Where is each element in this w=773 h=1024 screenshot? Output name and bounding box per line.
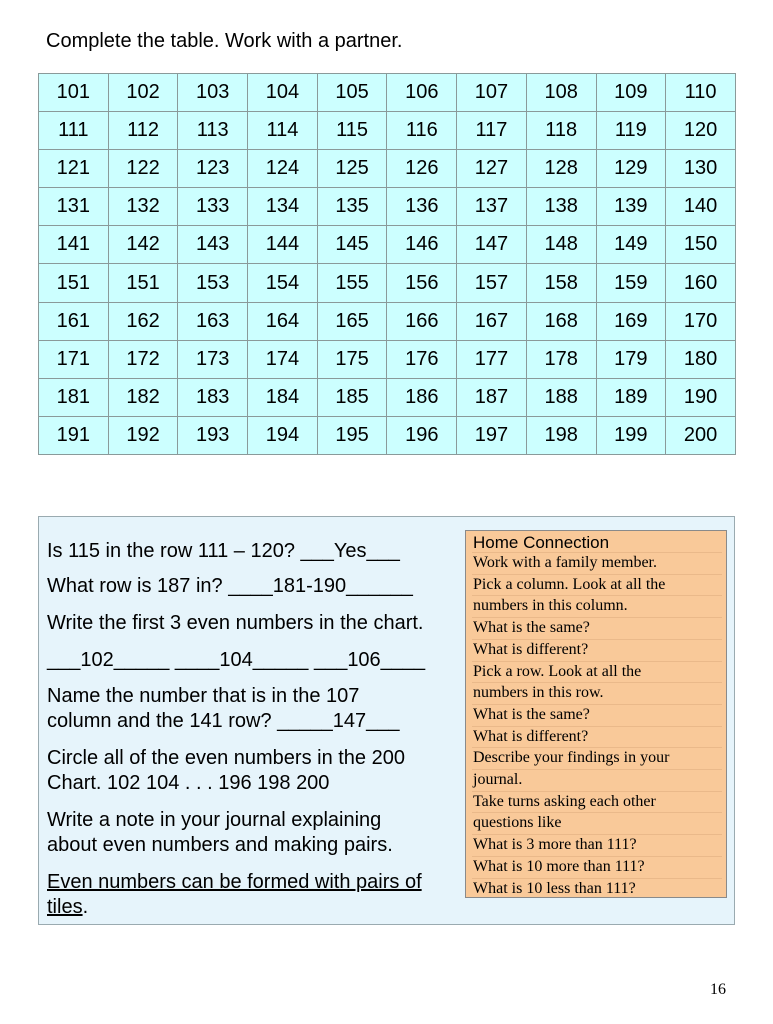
table-cell: 172 [108,340,178,378]
table-cell: 151 [108,264,178,302]
question-2 [47,574,413,598]
home-connection-line: What is the same? [473,619,590,637]
table-cell: 200 [666,416,736,454]
table-cell: 131 [39,188,109,226]
table-row [39,378,736,416]
home-connection-line: What is 3 more than 111? [473,836,637,854]
table-cell: 175 [317,340,387,378]
table-cell: 140 [666,188,736,226]
table-cell: 107 [457,74,527,112]
table-cell: 142 [108,226,178,264]
line-divider [472,704,722,705]
line-divider [472,552,722,553]
table-cell: 132 [108,188,178,226]
table-cell: 139 [596,188,666,226]
table-cell: 110 [666,74,736,112]
home-connection-line: numbers in this column. [473,597,628,615]
page-number: 16 [710,981,726,998]
table-cell: 126 [387,150,457,188]
question-4-line-1: Name the number that is in the 107 [47,685,360,707]
question-7-line-1: Even numbers can be formed with pairs of [47,871,422,893]
line-divider [472,726,722,727]
home-connection-line: What is different? [473,640,589,658]
home-connection-line: What is 10 less than 111? [473,879,636,897]
table-cell: 187 [457,378,527,416]
home-connection-box [465,530,727,898]
home-connection-line: numbers in this row. [473,684,604,702]
table-cell: 160 [666,264,736,302]
table-cell: 189 [596,378,666,416]
table-cell: 118 [526,112,596,150]
question-2-text: What row is 187 in? [47,575,229,597]
table-cell: 162 [108,302,178,340]
table-cell: 119 [596,112,666,150]
table-row [39,264,736,302]
line-divider [472,878,722,879]
table-cell: 163 [178,302,248,340]
question-6-line-1: Write a note in your journal explaining [47,809,382,831]
table-cell: 129 [596,150,666,188]
table-row [39,188,736,226]
question-5-line-1: Circle all of the even numbers in the 200 [47,747,405,769]
table-cell: 149 [596,226,666,264]
table-cell: 105 [317,74,387,112]
table-cell: 185 [317,378,387,416]
line-divider [472,834,722,835]
table-cell: 181 [39,378,109,416]
question-3-answer: ___102_____ ____104_____ ___106____ [47,649,426,671]
question-7-line-2 [47,895,88,919]
table-cell: 190 [666,378,736,416]
table-row [39,340,736,378]
table-cell: 151 [39,264,109,302]
table-cell: 135 [317,188,387,226]
table-cell: 128 [526,150,596,188]
line-divider [472,682,722,683]
line-divider [472,791,722,792]
table-cell: 127 [457,150,527,188]
table-cell: 108 [526,74,596,112]
instruction-text: Complete the table. Work with a partner. [46,30,403,52]
table-row [39,416,736,454]
home-connection-line: Take turns asking each other [473,792,656,810]
line-divider [472,747,722,748]
table-cell: 177 [457,340,527,378]
table-cell: 186 [387,378,457,416]
table-cell: 120 [666,112,736,150]
table-cell: 195 [317,416,387,454]
table-cell: 170 [666,302,736,340]
line-divider [472,769,722,770]
table-cell: 103 [178,74,248,112]
table-cell: 156 [387,264,457,302]
table-row [39,226,736,264]
table-cell: 116 [387,112,457,150]
table-cell: 144 [248,226,318,264]
table-cell: 196 [387,416,457,454]
table-cell: 147 [457,226,527,264]
line-divider [472,812,722,813]
table-row [39,150,736,188]
table-cell: 161 [39,302,109,340]
table-cell: 115 [317,112,387,150]
table-cell: 143 [178,226,248,264]
table-cell: 191 [39,416,109,454]
table-cell: 106 [387,74,457,112]
line-divider [472,617,722,618]
table-cell: 154 [248,264,318,302]
table-cell: 109 [596,74,666,112]
home-connection-line: journal. [473,771,523,788]
home-connection-line: Work with a family member. [473,554,657,571]
table-cell: 192 [108,416,178,454]
table-cell: 134 [248,188,318,226]
question-4-answer: _____147___ [277,710,400,732]
table-cell: 182 [108,378,178,416]
table-cell: 136 [387,188,457,226]
table-cell: 146 [387,226,457,264]
table-cell: 179 [596,340,666,378]
question-1-answer: ___Yes___ [300,540,400,562]
question-6-line-2: about even numbers and making pairs. [47,834,393,856]
table-cell: 111 [39,112,109,150]
table-cell: 165 [317,302,387,340]
table-cell: 133 [178,188,248,226]
question-1-text: Is 115 in the row 111 – 120? [47,540,301,562]
table-cell: 124 [248,150,318,188]
question-7-period: . [82,896,89,918]
table-cell: 194 [248,416,318,454]
line-divider [472,856,722,857]
table-cell: 150 [666,226,736,264]
table-cell: 157 [457,264,527,302]
line-divider [472,595,722,596]
line-divider [472,574,722,575]
table-cell: 169 [596,302,666,340]
table-cell: 174 [248,340,318,378]
table-row [39,302,736,340]
table-cell: 153 [178,264,248,302]
question-4-line-2 [47,709,400,733]
table-cell: 171 [39,340,109,378]
table-cell: 117 [457,112,527,150]
table-cell: 158 [526,264,596,302]
table-row [39,74,736,112]
line-divider [472,639,722,640]
table-cell: 188 [526,378,596,416]
table-cell: 145 [317,226,387,264]
question-1 [47,539,400,563]
table-cell: 178 [526,340,596,378]
table-cell: 123 [178,150,248,188]
table-cell: 166 [387,302,457,340]
table-cell: 159 [596,264,666,302]
question-2-answer: ____181-190______ [228,575,413,597]
home-connection-line: Describe your findings in your [473,749,670,767]
question-7-underlined-word: tiles [47,896,83,918]
table-cell: 193 [178,416,248,454]
table-cell: 101 [39,74,109,112]
table-cell: 138 [526,188,596,226]
table-cell: 183 [178,378,248,416]
home-connection-line: What is different? [473,727,589,745]
table-cell: 199 [596,416,666,454]
table-cell: 198 [526,416,596,454]
table-cell: 102 [108,74,178,112]
table-cell: 112 [108,112,178,150]
table-cell: 167 [457,302,527,340]
question-4-text: column and the 141 row? [47,710,278,732]
table-cell: 148 [526,226,596,264]
table-cell: 184 [248,378,318,416]
table-cell: 173 [178,340,248,378]
question-5-line-2: Chart. 102 104 . . . 196 198 200 [47,772,330,794]
table-cell: 114 [248,112,318,150]
table-cell: 113 [178,112,248,150]
table-cell: 176 [387,340,457,378]
line-divider [472,661,722,662]
home-connection-title: Home Connection [473,533,610,552]
home-connection-line: What is the same? [473,705,590,723]
table-row [39,112,736,150]
table-cell: 180 [666,340,736,378]
table-cell: 130 [666,150,736,188]
table-cell: 155 [317,264,387,302]
question-3: Write the first 3 even numbers in the chart. [47,612,424,634]
home-connection-line: Pick a row. Look at all the [473,662,642,680]
table-cell: 197 [457,416,527,454]
table-cell: 122 [108,150,178,188]
number-chart-table [38,73,736,455]
table-cell: 168 [526,302,596,340]
table-cell: 125 [317,150,387,188]
table-cell: 141 [39,226,109,264]
table-cell: 137 [457,188,527,226]
home-connection-line: Pick a column. Look at all the [473,575,666,593]
home-connection-line: What is 10 more than 111? [473,857,645,875]
table-cell: 121 [39,150,109,188]
table-cell: 104 [248,74,318,112]
home-connection-line: questions like [473,814,562,832]
table-cell: 164 [248,302,318,340]
